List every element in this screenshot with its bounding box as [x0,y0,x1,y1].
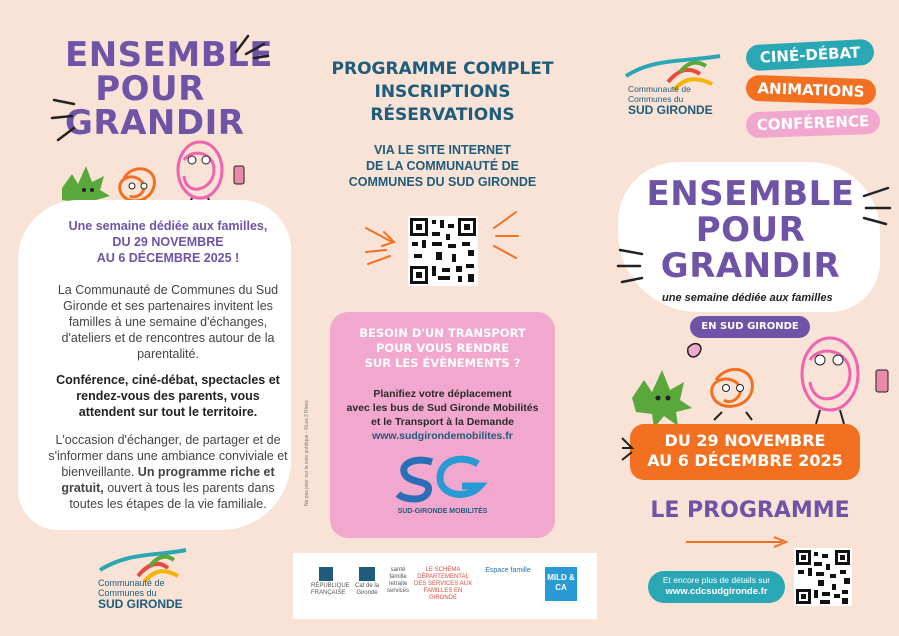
logo-line: Communes du [98,588,157,598]
closing-paragraph [48,432,288,512]
right-title-line: POUR [695,210,806,250]
logo-line: Communes du [628,94,684,104]
programme-title: LE PROGRAMME [650,498,850,523]
dates-line: DU 29 NOVEMBRE [112,235,224,249]
pill-cine-debat: CINÉ-DÉBAT [745,39,874,72]
transport-heading: SUR LES ÉVÈNEMENTS ? [364,356,521,370]
left-title-line: POUR [95,69,205,109]
via-text: DE LA COMMUNAUTÉ DE [365,159,519,173]
cdc-logo-text [628,84,718,117]
left-title-line: GRANDIR [65,103,245,143]
tagline: une semaine dédiée aux familles [662,292,833,304]
left-title [65,35,274,143]
closing-highlight: Un programme riche et gratuit, [61,465,275,495]
mobility-link[interactable]: www.sudgirondemobilites.fr [372,430,513,442]
pill-animations: ANIMATIONS [746,75,877,106]
left-info-card [18,200,291,530]
partners-logos-bar [293,553,597,619]
dates-line: AU 6 DÉCEMBRE 2025 ! [96,251,240,265]
pill-conference: CONFÉRENCE [746,108,881,139]
via-text: COMMUNES DU SUD GIRONDE [348,175,537,189]
partner-name: MILD & CA [547,573,575,592]
transport-text: avec les bus de Sud Gironde Mobilités [346,402,539,414]
date-line: AU 6 DÉCEMBRE 2025 [647,451,843,470]
partner-logo [387,567,409,601]
burst-icon [48,98,78,144]
transport-text: Planifiez votre déplacement [373,388,512,400]
partner-name: santé famille retraite services [387,567,410,594]
events-paragraph: Conférence, ciné-débat, spectacles et rendez-vous des parents, vous attendent sur tout le territoire. [56,373,280,419]
website-pill-text: Et encore plus de détails sur [662,575,771,585]
via-text: VIA LE SITE INTERNET [373,143,512,157]
website-pill[interactable] [648,571,785,603]
arrow-icon [362,218,402,278]
date-banner [630,424,860,480]
logo-line: Communauté de [98,578,165,588]
cdc-logo-text [98,578,188,611]
transport-heading: BESOIN D'UN TRANSPORT [359,326,526,340]
qr-code-icon[interactable] [794,548,852,606]
partner-logo [351,567,383,601]
legal-note-text: Ne pas jeter sur la voie publique - ©Les 2 Rives [304,400,310,506]
closing-text: L'occasion d'échanger, de partager et de s'informer dans une ambiance conviviale et bienveillante. [48,433,288,479]
right-title-line: ENSEMBLE [646,174,855,214]
transport-text: et le Transport à la Demande [371,416,514,428]
arrow-icon [486,206,522,266]
left-title-line: ENSEMBLE [65,35,274,75]
partner-name: Caf de la Gironde [354,583,379,596]
location-badge: EN SUD GIRONDE [690,316,810,338]
right-title [628,176,873,284]
logo-line: SUD GIRONDE [628,103,713,117]
burst-icon [232,30,272,60]
website-link[interactable]: www.cdcsudgironde.fr [665,586,768,597]
sg-mobilites-logo-icon [392,452,492,506]
arrow-icon [620,434,636,466]
partner-logo [413,567,473,601]
right-title-line: GRANDIR [660,246,841,286]
partner-name: LE SCHÉMA DÉPARTEMENTAL DES SERVICES AUX FAMILLES EN GIRONDE [414,567,472,601]
partner-logo [545,567,577,601]
logo-line: Communauté de [628,84,691,94]
partner-name: RÉPUBLIQUE FRANÇAISE [311,583,350,596]
characters-illustration [618,334,890,430]
intro-text: Une semaine dédiée aux familles, [68,219,268,233]
closing-text: ouvert à tous les parents dans toutes les étapes de la vie familiale. [69,481,275,511]
inscriptions-heading: INSCRIPTIONS [374,82,511,102]
transport-card [330,312,555,538]
sg-logo-text: SUD-GIRONDE MOBILITÉS [397,508,488,515]
programme-heading: PROGRAMME COMPLET [331,59,554,79]
reservations-heading: RÉSERVATIONS [370,105,515,125]
qr-code-icon[interactable] [408,216,478,286]
legal-note [300,340,314,510]
description-paragraph: La Communauté de Communes du Sud Gironde et ses partenaires invitent les familles à une semaine d'échanges, d'ateliers et de rencontres autour de la parentalité. [57,283,279,361]
transport-heading: POUR VOUS RENDRE [375,341,510,355]
arrow-icon [682,536,792,548]
logo-line: SUD GIRONDE [98,597,183,611]
partner-name: Espace famille [485,567,531,574]
burst-icon [858,186,894,226]
partner-logo [483,567,533,601]
date-line: DU 29 NOVEMBRE [664,431,826,450]
partner-logo [311,567,350,601]
burst-icon [614,248,646,284]
